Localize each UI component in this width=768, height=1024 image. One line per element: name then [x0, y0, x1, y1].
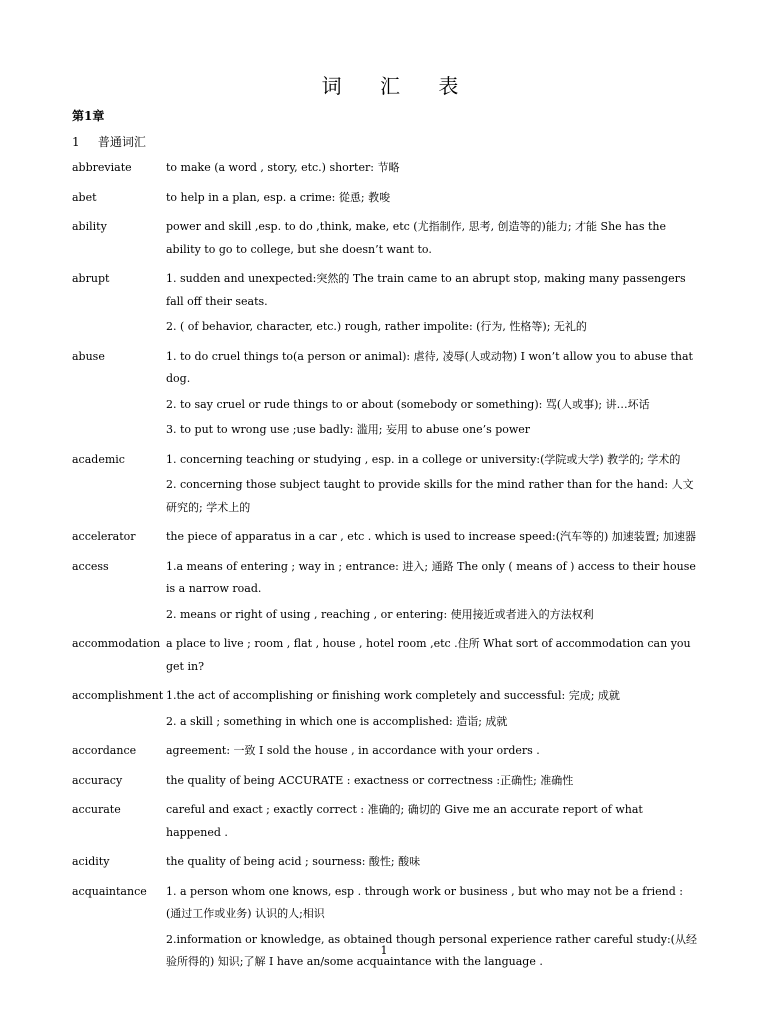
entry-word: access	[72, 559, 109, 573]
entry-definition: 1. concerning teaching or studying , esp. in a college or university:(学院或大学) 教学的; 学术的	[166, 452, 681, 466]
entry-definitions	[166, 449, 698, 523]
entry-definition: 2.information or knowledge, as obtained though personal experience rather careful study:(从经验所得的) 知识;了解 I have an/some acquaintance with the language .	[166, 932, 697, 968]
vocabulary-entry	[72, 556, 698, 630]
page-number: 1	[380, 944, 388, 957]
entry-definition: to help in a plan, esp. a crime: 從恿; 教唆	[166, 190, 391, 204]
section-number: 1	[72, 135, 80, 149]
entry-word: abet	[72, 190, 97, 204]
entry-definitions	[166, 216, 698, 264]
entry-definition: the quality of being ACCURATE : exactness or correctness :正确性; 准确性	[166, 773, 574, 787]
vocabulary-entry	[72, 216, 698, 264]
entry-definition: 1. a person whom one knows, esp . through work or business , but who may not be a friend : (通过工作或业务) 认识的人;相识	[166, 884, 683, 920]
entry-definitions	[166, 770, 698, 796]
entry-definition: the quality of being acid ; sourness: 酸性; 酸味	[166, 855, 421, 868]
entry-definition: the piece of apparatus in a car , etc . which is used to increase speed:(汽车等的) 加速装置; 加速器	[166, 530, 697, 543]
chapter-heading: 第1章	[72, 109, 105, 123]
entry-definitions	[166, 556, 698, 630]
entry-definition: 1.a means of entering ; way in ; entrance: 进入; 通路 The only ( means of ) access to their house is a narrow road.	[166, 559, 696, 595]
page-title: 词 汇 表	[321, 74, 475, 98]
entry-word: accurate	[72, 803, 121, 816]
entry-definitions	[166, 157, 698, 183]
vocabulary-entry	[72, 449, 698, 523]
section-label: 普通词汇	[97, 135, 146, 149]
entry-definition: a place to live ; room , flat , house , hotel room ,etc .住所 What sort of accommodation can you get in?	[166, 637, 691, 673]
entry-definition: careful and exact ; exactly correct : 准确的; 确切的 Give me an accurate report of what happened .	[166, 803, 643, 839]
vocabulary-entry	[72, 685, 698, 736]
entry-definition: 2. means or right of using , reaching , or entering: 使用接近或者进入的方法权利	[166, 607, 594, 621]
vocabulary-entry	[72, 740, 698, 766]
entry-definitions	[166, 526, 698, 552]
entry-definition: agreement: 一致 I sold the house , in accordance with your orders .	[166, 744, 540, 757]
entry-definition: to make (a word , story, etc.) shorter: 节略	[166, 161, 400, 174]
entry-definitions	[166, 346, 698, 445]
entry-definition: 1.the act of accomplishing or finishing work completely and successful: 完成; 成就	[166, 689, 620, 702]
vocabulary-entry	[72, 526, 698, 552]
entry-word: abbreviate	[72, 161, 132, 174]
entry-definition: 1. sudden and unexpected:突然的 The train came to an abrupt stop, making many passengers fall off their seats.	[166, 272, 686, 308]
vocabulary-entry	[72, 770, 698, 796]
vocabulary-entry	[72, 157, 698, 183]
entry-word: acidity	[72, 855, 110, 868]
entry-definitions	[166, 685, 698, 736]
entry-word: abrupt	[72, 272, 110, 285]
entry-definition: 1. to do cruel things to(a person or animal): 虐待, 凌辱(人或动物) I won’t allow you to abuse that dog.	[166, 349, 693, 385]
entry-word: accuracy	[72, 773, 123, 787]
entry-definition: 2. ( of behavior, character, etc.) rough, rather impolite: (行为, 性格等); 无礼的	[166, 320, 587, 333]
entry-word: accommodation	[72, 637, 161, 650]
vocabulary-entry	[72, 633, 698, 681]
entry-word: ability	[72, 220, 107, 233]
entry-word: academic	[72, 452, 125, 466]
entry-word: accordance	[72, 744, 137, 757]
entry-definitions	[166, 851, 698, 877]
vocabulary-entry	[72, 268, 698, 342]
entry-definitions	[166, 881, 698, 977]
section-heading	[72, 133, 146, 150]
entry-definitions	[166, 740, 698, 766]
entry-word: acquaintance	[72, 884, 147, 898]
entry-definition: 2. a skill ; something in which one is accomplished: 造诣; 成就	[166, 714, 508, 728]
entry-word: accelerator	[72, 530, 136, 543]
entry-definition: power and skill ,esp. to do ,think, make, etc (尤指制作, 思考, 创造等的)能力; 才能 She has the ability to go to college, but she doesn’t want to.	[166, 220, 666, 256]
entry-definition: 2. concerning those subject taught to provide skills for the mind rather than for the hand: 人文研究的; 学术上的	[166, 478, 694, 514]
entry-word: accomplishment	[72, 689, 164, 702]
vocabulary-entry	[72, 881, 698, 977]
entry-definition: 3. to put to wrong use ;use badly: 滥用; 妄用 to abuse one’s power	[166, 423, 531, 436]
entry-definition: 2. to say cruel or rude things to or about (somebody or something): 骂(人或事); 讲…坏话	[166, 397, 650, 411]
entry-definitions	[166, 799, 698, 847]
entry-word: abuse	[72, 349, 105, 363]
entry-definitions	[166, 268, 698, 342]
vocabulary-entry	[72, 799, 698, 847]
vocabulary-list	[72, 157, 698, 981]
entry-definitions	[166, 633, 698, 681]
entry-definitions	[166, 187, 698, 213]
vocabulary-entry	[72, 346, 698, 445]
vocabulary-entry	[72, 851, 698, 877]
vocabulary-entry	[72, 187, 698, 213]
